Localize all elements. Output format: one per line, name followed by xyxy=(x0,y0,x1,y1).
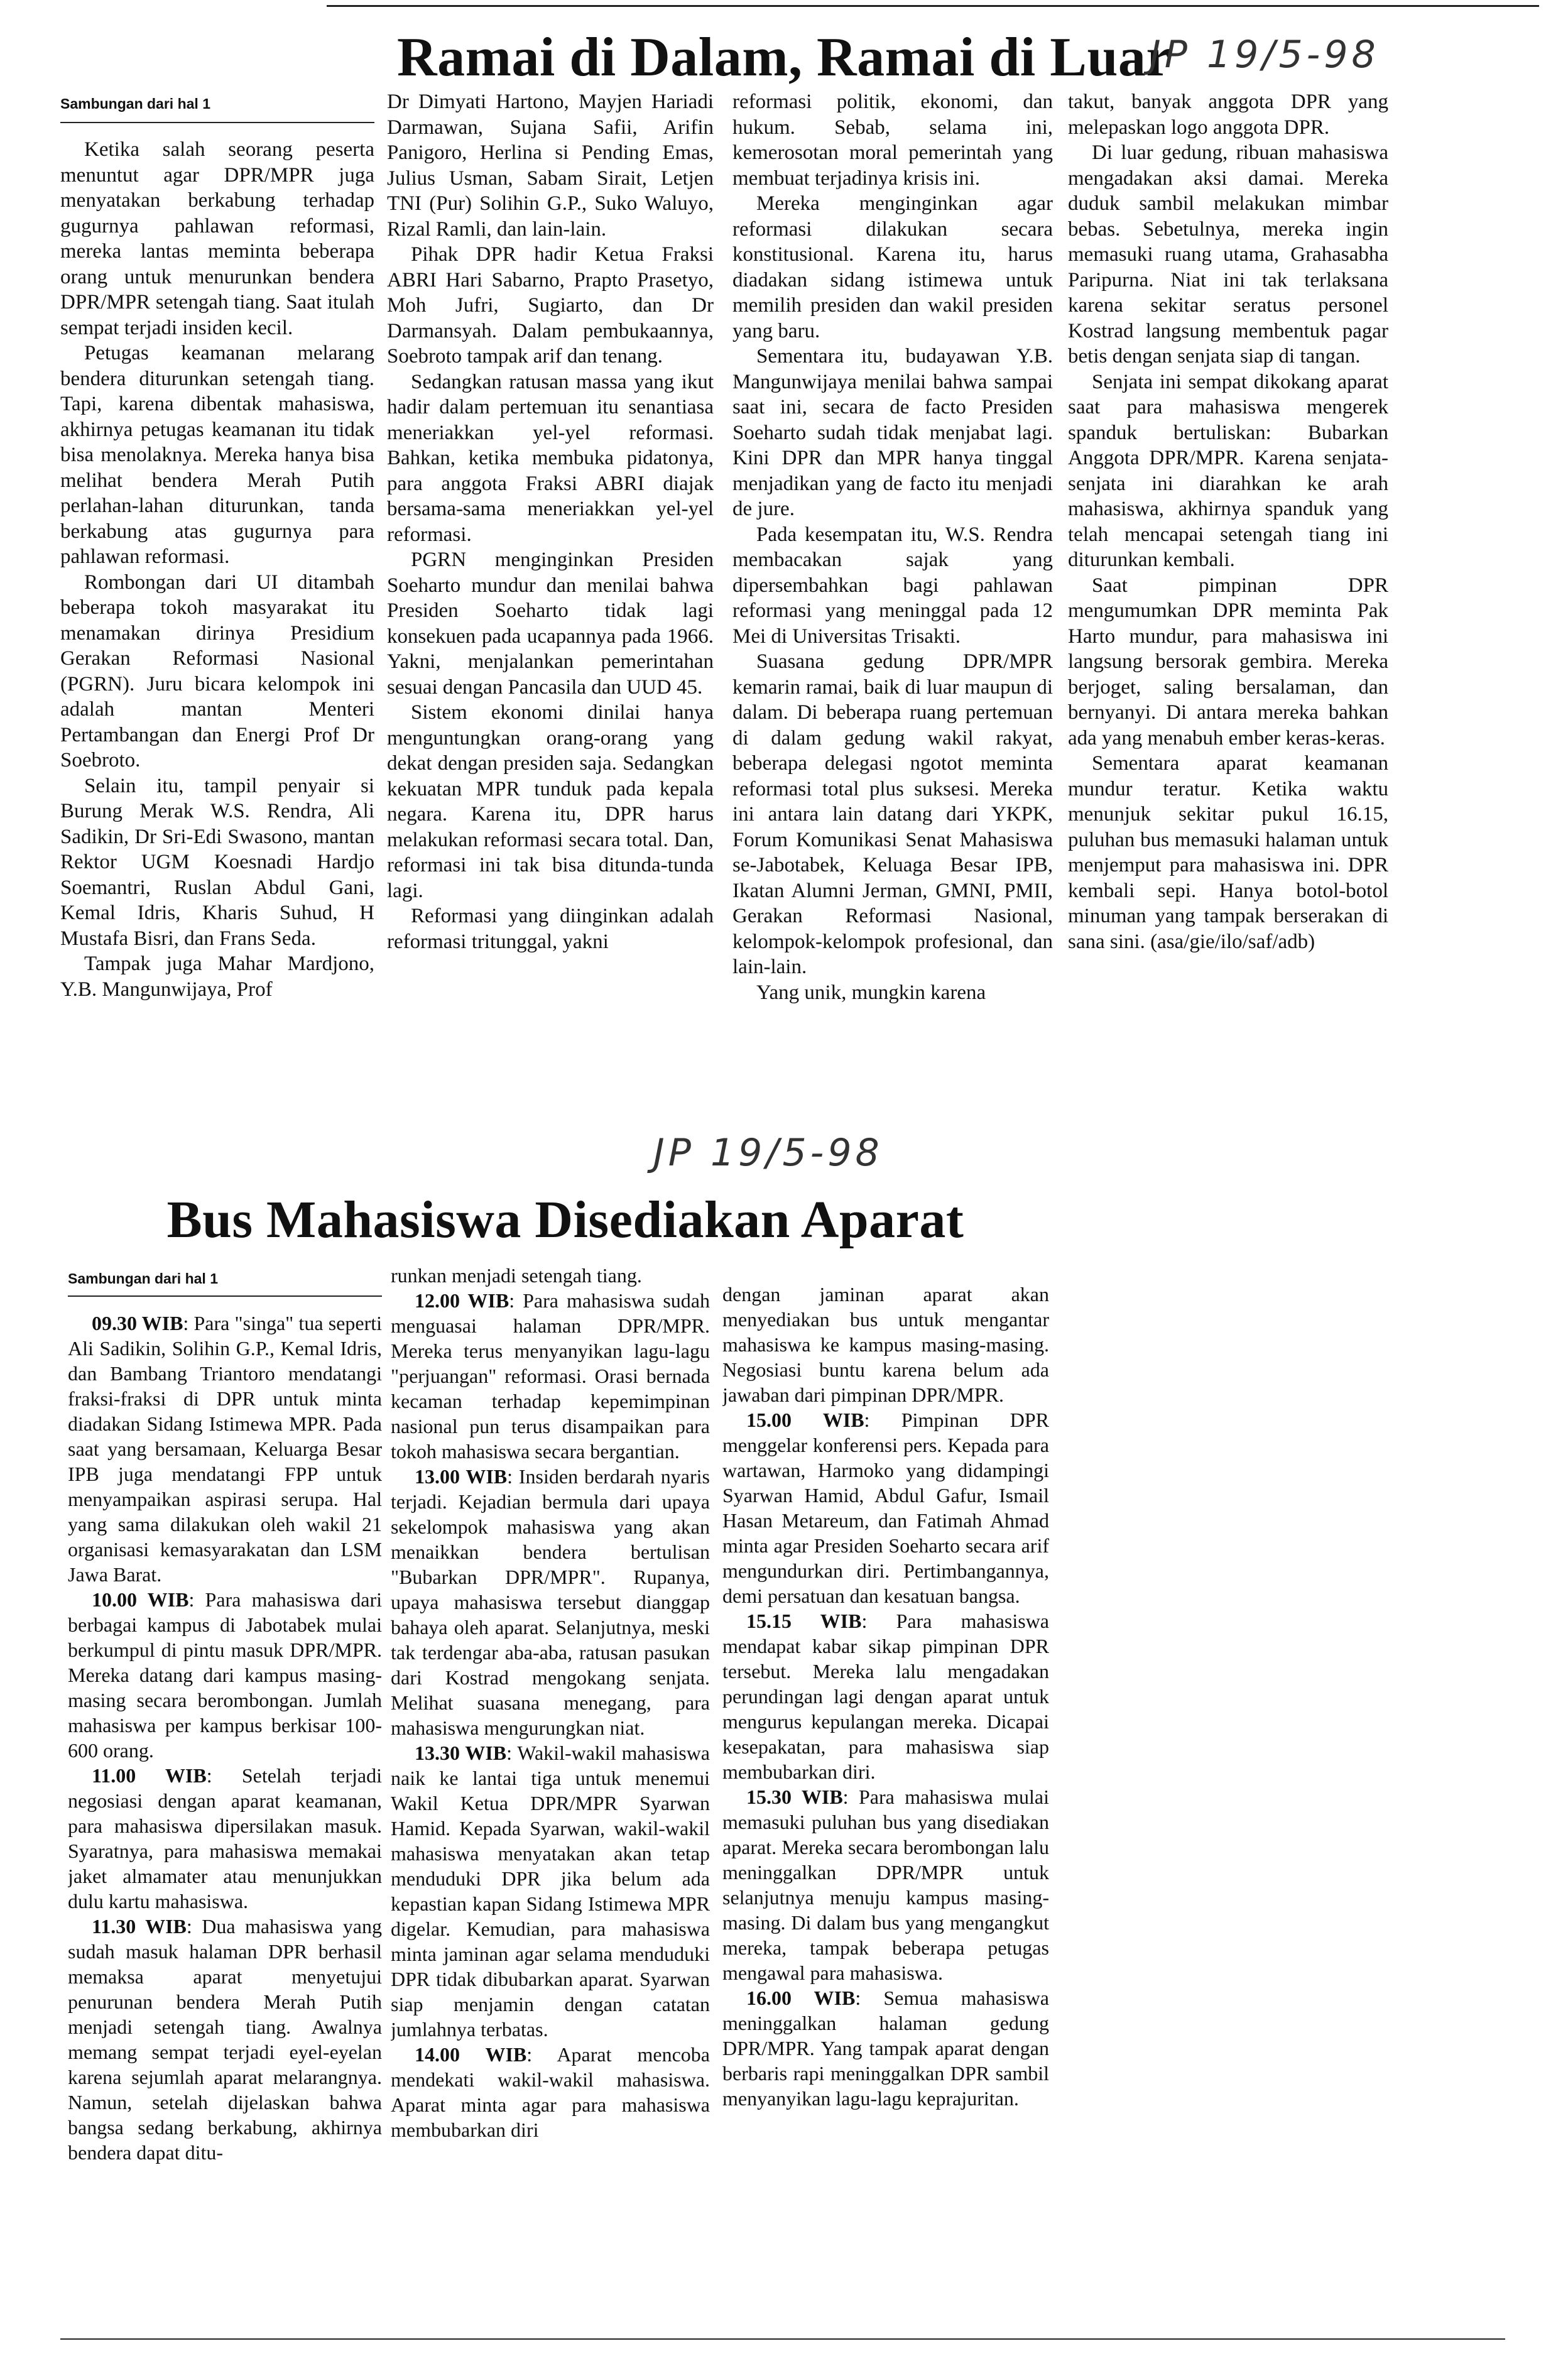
timeline-entry xyxy=(391,2042,710,2142)
article2-continuation-label: Sambungan dari hal 1 xyxy=(68,1270,218,1287)
paragraph: Di luar gedung, ribuan mahasiswa mengadakan aksi damai. Mereka duduk sambil melakukan mimbar bebas. Sebetulnya, mereka ingin memasuki ruang utama, Grahasabha Paripurna. Niat ini tak terlaksana karena sekitar seratus personel Kostrad langsung membentuk pagar betis dengan senjata siap di tangan. xyxy=(1068,141,1388,368)
timeline-time: 15.15 WIB xyxy=(746,1610,862,1632)
article1-handwritten-note: JP 19/5-98 xyxy=(1150,33,1380,77)
paragraph: Saat pimpinan DPR mengumumkan DPR meminta Pak Harto mundur, para mahasiswa ini langsung bersorak gembira. Mereka berjoget, saling bersalaman, dan bernyanyi. Di antara mereka bahkan ada yang menabuh ember keras-keras. xyxy=(1068,574,1388,750)
timeline-time: 12.00 WIB xyxy=(415,1289,509,1312)
timeline-entry xyxy=(391,1288,710,1464)
paragraph: Rombongan dari UI ditambah beberapa tokoh masyarakat itu menamakan dirinya Presidium Gerakan Reformasi Nasional (PGRN). Juru bicara kelompok ini adalah mantan Menteri Pertambangan dan Energi Prof Dr Soebroto. xyxy=(60,570,374,772)
paragraph: Sementara aparat keamanan mundur teratur. Ketika waktu menunjuk sekitar pukul 16.15, puluhan bus memasuki halaman untuk menjemput para mahasiswa ini. DPR kembali sepi. Hanya botol-botol minuman yang tampak berserakan di sana sini. (asa/gie/ilo/saf/adb) xyxy=(1068,752,1388,953)
timeline-entry xyxy=(391,1263,710,1288)
timeline-entry xyxy=(68,1311,382,1587)
timeline-text: : Wakil-wakil mahasiswa naik ke lantai tiga untuk menemui Wakil Ketua DPR/MPR Syarwan Hamid. Kepada Syarwan, wakil-wakil mahasiswa menyatakan akan tetap menduduki DPR jika belum ada kepastian kapan Sidang Istimewa MPR digelar. Kemudian, para mahasiswa minta jaminan agar selama menduduki DPR tidak dibubarkan aparat. Syarwan siap menjamin dengan catatan jumlahnya terbatas. xyxy=(391,1742,710,2041)
paragraph: PGRN menginginkan Presiden Soeharto mundur dan menilai bahwa Presiden Soeharto tidak lagi konsekuen pada ucapannya pada 1966. Yakni, menjalankan pemerintahan sesuai dengan Pancasila dan UUD 45. xyxy=(387,548,714,699)
timeline-entry xyxy=(68,1587,382,1763)
timeline-text: : Insiden berdarah nyaris terjadi. Kejadian bermula dari upaya sekelompok mahasiswa yang akan menaikkan bendera bertulisan "Bubarkan DPR/MPR". Rupanya, upaya mahasiswa tersebut dianggap bahaya oleh aparat. Selanjutnya, meski tak terdengar aba-aba, ratusan pasukan dari Kostrad mengokang senjata. Melihat suasana menegang, para mahasiswa mengurungkan niat. xyxy=(391,1465,710,1739)
continuation-rule xyxy=(60,122,374,123)
timeline-text: : Para mahasiswa mulai memasuki puluhan bus yang disediakan aparat. Mereka secara berombongan lalu meninggalkan DPR/MPR untuk selanjutnya menuju kampus masing-masing. Di dalam bus yang mengangkut mereka, tampak beberapa petugas mengawal para mahasiswa. xyxy=(722,1786,1049,1984)
timeline-time: 15.30 WIB xyxy=(746,1786,843,1808)
paragraph: Tampak juga Mahar Mardjono, Y.B. Mangunwijaya, Prof xyxy=(60,952,374,1001)
timeline-time: 09.30 WIB xyxy=(92,1312,183,1334)
timeline-entry xyxy=(68,1763,382,1914)
timeline-time: 10.00 WIB xyxy=(92,1588,189,1611)
timeline-text: : Para "singa" tua seperti Ali Sadikin, Solihin G.P., Kemal Idris, dan Bambang Triantoro mendatangi fraksi-fraksi di DPR untuk minta diadakan Sidang Istimewa MPR. Pada saat yang bersamaan, Keluarga Besar IPB juga mendatangi FPP untuk menyampaikan aspirasi serupa. Hal yang sama dilakukan oleh wakil 21 organisasi kemasyarakatan dan LSM Jawa Barat. xyxy=(68,1312,382,1586)
paragraph: Selain itu, tampil penyair si Burung Merak W.S. Rendra, Ali Sadikin, Dr Sri-Edi Swasono, mantan Rektor UGM Koesnadi Hardjo Soemantri, Ruslan Abdul Gani, Kemal Idris, Kharis Suhud, H Mustafa Bisri, dan Frans Seda. xyxy=(60,774,374,950)
article1-continuation-label: Sambungan dari hal 1 xyxy=(60,95,210,112)
timeline-text: : Dua mahasiswa yang sudah masuk halaman DPR berhasil memaksa aparat menyetujui penurunan bendera Merah Putih menjadi setengah tiang. Awalnya memang sempat terjadi eyel-eyelan karena sejumlah aparat melarangnya. Namun, setelah dijelaskan bahwa bangsa sedang berkabung, akhirnya bendera dapat ditu- xyxy=(68,1915,382,2164)
paragraph: Petugas keamanan melarang bendera diturunkan setengah tiang. Tapi, karena dibentak mahasiswa, akhirnya petugas keamanan itu tidak bisa menolaknya. Mereka hanya bisa melihat bendera Merah Putih perlahan-lahan diturunkan, tanda berkabung atas gugurnya para pahlawan reformasi. xyxy=(60,342,374,568)
bottom-border-rule xyxy=(60,2338,1505,2340)
timeline-entry xyxy=(391,1464,710,1740)
article1-headline: Ramai di Dalam, Ramai di Luar xyxy=(397,27,1171,88)
timeline-entry xyxy=(68,1914,382,2165)
paragraph: Reformasi yang diinginkan adalah reformasi tritunggal, yakni xyxy=(387,905,714,953)
timeline-time: 14.00 WIB xyxy=(415,2043,527,2066)
timeline-text: : Aparat mencoba mendekati wakil-wakil mahasiswa. Aparat minta agar para mahasiswa membubarkan diri xyxy=(391,2043,710,2141)
article2-column-1 xyxy=(68,1269,382,2325)
timeline-time: 11.00 WIB xyxy=(92,1764,207,1787)
timeline-entry xyxy=(722,1784,1049,1985)
timeline-text: : Para mahasiswa sudah menguasai halaman DPR/MPR. Mereka terus menyanyikan lagu-lagu "perjuangan" reformasi. Orasi bernada kecaman terhadap kepemimpinan nasional pun terus disampaikan para tokoh mahasiswa secara bergantian. xyxy=(391,1289,710,1463)
paragraph: Sedangkan ratusan massa yang ikut hadir dalam pertemuan itu senantiasa meneriakkan yel-yel reformasi. Bahkan, ketika membuka pidatonya, para anggota Fraksi ABRI diajak bersama-sama meneriakkan yel-yel reformasi. xyxy=(387,370,714,546)
timeline-time: 13.30 WIB xyxy=(415,1742,507,1764)
timeline-time: 16.00 WIB xyxy=(746,1987,856,2009)
timeline-entry xyxy=(391,1740,710,2042)
timeline-text: : Setelah terjadi negosiasi dengan aparat keamanan, para mahasiswa dipersilakan masuk. Syaratnya, para mahasiswa memakai jaket almamater atau menunjukkan dulu kartu mahasiswa. xyxy=(68,1764,382,1912)
paragraph: Suasana gedung DPR/MPR kemarin ramai, baik di luar maupun di dalam. Di beberapa ruang pertemuan di dalam gedung wakil rakyat, beberapa delegasi ngotot meminta reformasi total plus suksesi. Mereka ini antara lain datang dari YKPK, Forum Komunikasi Senat Mahasiswa se-Jabotabek, Keluaga Besar IPB, Ikatan Alumni Jerman, GMNI, PMII, Gerakan Reformasi Nasional, kelompok-kelompok profesional, dan lain-lain. xyxy=(732,650,1053,978)
timeline-text: : Para mahasiswa mendapat kabar sikap pimpinan DPR tersebut. Mereka lalu mengadakan perundingan lagi dengan aparat untuk mengurus kepulangan mereka. Dicapai kesepakatan, para mahasiswa siap membubarkan diri. xyxy=(722,1610,1049,1783)
timeline-entry xyxy=(722,1985,1049,2111)
article1-column-2 xyxy=(387,89,714,1093)
continuation-rule xyxy=(68,1295,382,1297)
paragraph: Mereka menginginkan agar reformasi dilakukan secara konstitusional. Karena itu, harus diadakan sidang istimewa untuk memilih presiden dan wakil presiden yang baru. xyxy=(732,192,1053,342)
timeline-entry xyxy=(722,1282,1049,1407)
article1-column-4 xyxy=(1068,89,1388,1093)
top-border-rule xyxy=(327,5,1539,7)
paragraph: Sistem ekonomi dinilai hanya menguntungkan orang-orang yang dekat dengan presiden saja. Sedangkan kekuatan MPR tunduk pada kepala negara. Karena itu, DPR harus melakukan reformasi secara total. Dan, reformasi ini tak bisa ditunda-tunda lagi. xyxy=(387,701,714,902)
paragraph: Senjata ini sempat dikokang aparat saat para mahasiswa mengerek spanduk bertuliskan: Bubarkan Anggota DPR/MPR. Karena senjata-senjata ini diarahkan ke arah mahasiswa, akhirnya spanduk yang telah mencapai setengah tiang ini diturunkan kembali. xyxy=(1068,370,1388,571)
timeline-text: : Pimpinan DPR menggelar konferensi pers. Kepada para wartawan, Harmoko yang didampingi Syarwan Hamid, Abdul Gafur, Ismail Hasan Metareum, dan Fatimah Ahmad minta agar Presiden Soeharto secara arif mengundurkan diri. Pertimbangannya, demi persatuan dan kesatuan bangsa. xyxy=(722,1409,1049,1607)
paragraph: Dr Dimyati Hartono, Mayjen Hariadi Darmawan, Sujana Safii, Arifin Panigoro, Herlina si Pending Emas, Julius Usman, Sabam Sirait, Letjen TNI (Pur) Solihin G.P., Suko Waluyo, Rizal Ramli, dan lain-lain. xyxy=(387,90,714,241)
timeline-entry xyxy=(722,1407,1049,1608)
article2-handwritten-note: JP 19/5-98 xyxy=(653,1131,883,1175)
paragraph: Pihak DPR hadir Ketua Fraksi ABRI Hari Sabarno, Prapto Prasetyo, Moh Jufri, Sugiarto, dan Dr Darmansyah. Dalam pembukaannya, Soebroto tampak arif dan tenang. xyxy=(387,243,714,368)
timeline-text: : Para mahasiswa dari berbagai kampus di Jabotabek mulai berkumpul di pintu masuk DPR/MPR. Mereka datang dari kampus masing-masing secara berombongan. Jumlah mahasiswa per kampus berkisar 100-600 orang. xyxy=(68,1588,382,1762)
timeline-entry xyxy=(722,1608,1049,1784)
paragraph: reformasi politik, ekonomi, dan hukum. Sebab, selama ini, kemerosotan moral pemerintah yang membuat terjadinya krisis ini. xyxy=(732,90,1053,190)
article2-column-3 xyxy=(722,1282,1049,2325)
paragraph: Ketika salah seorang peserta menuntut agar DPR/MPR juga menyatakan berkabung terhadap gugurnya pahlawan reformasi, mereka lantas meminta beberapa orang untuk menurunkan bendera DPR/MPR setengah tiang. Saat itulah sempat terjadi insiden kecil. xyxy=(60,138,374,339)
timeline-text: runkan menjadi setengah tiang. xyxy=(391,1264,642,1287)
article2-headline: Bus Mahasiswa Disediakan Aparat xyxy=(166,1191,964,1249)
article2-column-2 xyxy=(391,1263,710,2325)
paragraph: Sementara itu, budayawan Y.B. Mangunwijaya menilai bahwa sampai saat ini, secara de facto Presiden Soeharto sudah tidak menjabat lagi. Kini DPR dan MPR hanya tinggal menjadikan yang de facto itu menjadi de jure. xyxy=(732,345,1053,520)
paragraph: takut, banyak anggota DPR yang melepaskan logo anggota DPR. xyxy=(1068,90,1388,139)
paragraph: Pada kesempatan itu, W.S. Rendra membacakan sajak yang dipersembahkan bagi pahlawan reformasi yang meninggal pada 12 Mei di Universitas Trisakti. xyxy=(732,523,1053,648)
timeline-time: 15.00 WIB xyxy=(746,1409,864,1431)
paragraph: Yang unik, mungkin karena xyxy=(756,981,986,1004)
timeline-text: dengan jaminan aparat akan menyediakan bus untuk mengantar mahasiswa ke kampus masing-masing. Negosiasi buntu karena belum ada jawaban dari pimpinan DPR/MPR. xyxy=(722,1283,1049,1406)
timeline-time: 11.30 WIB xyxy=(92,1915,187,1938)
article1-column-1 xyxy=(60,94,374,1093)
timeline-text: : Semua mahasiswa meninggalkan halaman gedung DPR/MPR. Yang tampak aparat dengan berbaris rapi meninggalkan DPR sambil menyanyikan lagu-lagu keprajuritan. xyxy=(722,1987,1049,2110)
timeline-time: 13.00 WIB xyxy=(415,1465,508,1488)
article1-column-3 xyxy=(732,89,1053,1093)
